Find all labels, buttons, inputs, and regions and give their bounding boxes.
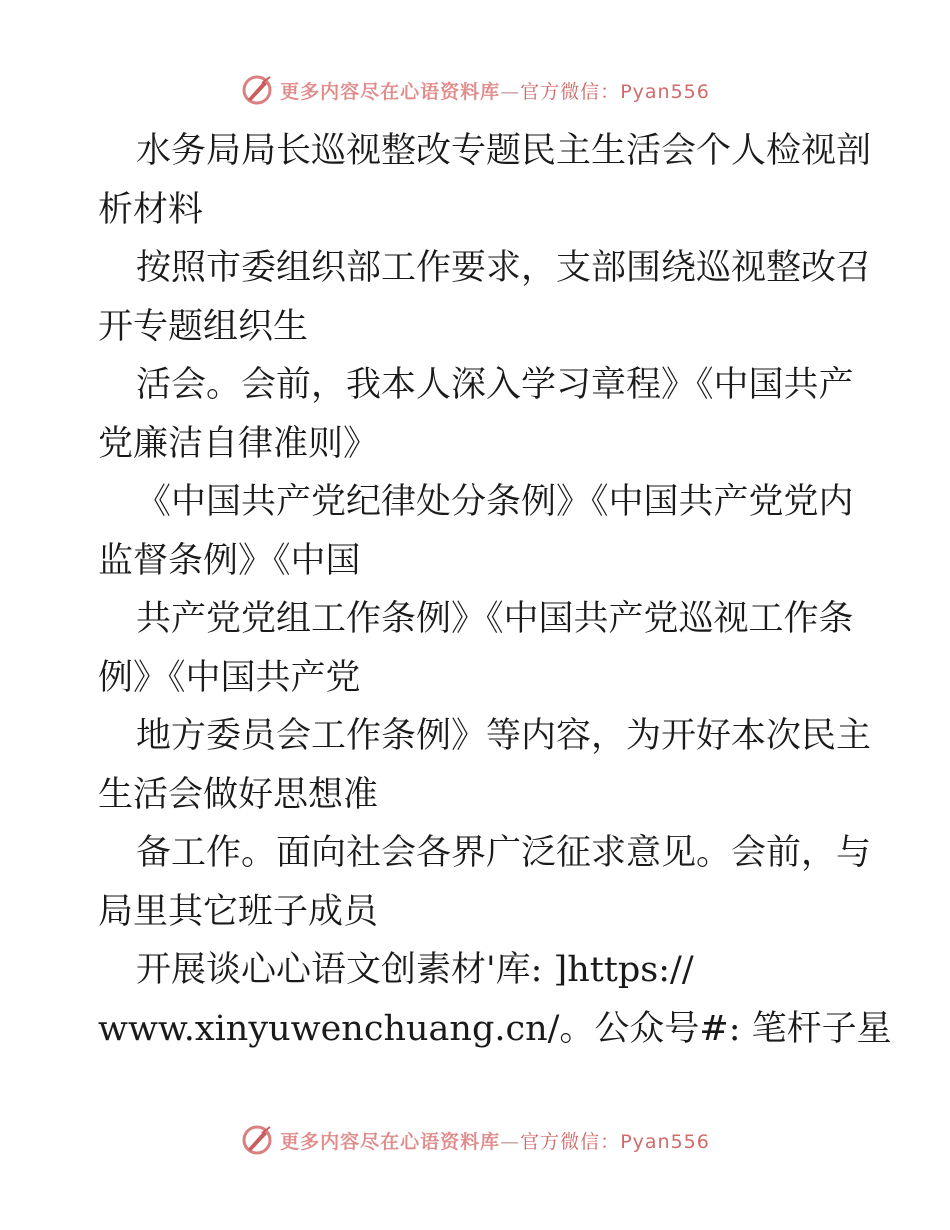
text-line: 水务局局长巡视整改专题民主生活会个人检视剖: [136, 131, 872, 171]
text-line: www.xinyuwenchuang.cn/。公众号#: 笔杆子星: [98, 1008, 892, 1049]
watermark-dash: —: [500, 1130, 521, 1153]
watermark-text: [280, 1127, 710, 1154]
text-line: 按照市委组织部工作要求，支部围绕巡视整改召: [136, 248, 872, 288]
text-line: 党廉洁自律准则》: [98, 423, 379, 464]
text-line: 局里其它班子成员: [98, 891, 379, 932]
watermark-wechat-id: Pyan556: [620, 80, 710, 103]
text-line: 例》《中国共产党: [98, 657, 361, 698]
watermark-text: [280, 77, 710, 104]
text-line: 开展谈心心语文创素材'库: ]https://: [136, 950, 694, 990]
watermark-wechat-label: 官方微信：: [520, 1130, 621, 1153]
watermark-dash: —: [500, 80, 521, 103]
text-line: 开专题组织生: [98, 306, 309, 347]
text-line: 共产党党组工作条例》《中国共产党巡视工作条: [136, 599, 854, 639]
watermark-main: 更多内容尽在心语资料库: [280, 80, 501, 103]
header-watermark: [0, 70, 950, 110]
quill-pen-logo-icon: [240, 73, 274, 107]
text-line: 监督条例》《中国: [98, 540, 361, 581]
text-line: 活会。会前，我本人深入学习章程》《中国共产: [136, 365, 854, 405]
text-line: 析材料: [98, 189, 204, 230]
text-line: 《中国共产党纪律处分条例》《中国共产党党内: [136, 482, 854, 522]
footer-watermark: [0, 1120, 950, 1160]
document-body: [98, 122, 892, 1058]
watermark-main: 更多内容尽在心语资料库: [280, 1130, 501, 1153]
text-line: 生活会做好思想准: [98, 774, 379, 815]
watermark-wechat-id: Pyan556: [620, 1130, 710, 1153]
quill-pen-logo-icon: [240, 1123, 274, 1157]
text-line: 备工作。面向社会各界广泛征求意见。会前，与: [136, 833, 872, 873]
watermark-wechat-label: 官方微信：: [520, 80, 621, 103]
text-line: 地方委员会工作条例》等内容，为开好本次民主: [136, 716, 872, 756]
